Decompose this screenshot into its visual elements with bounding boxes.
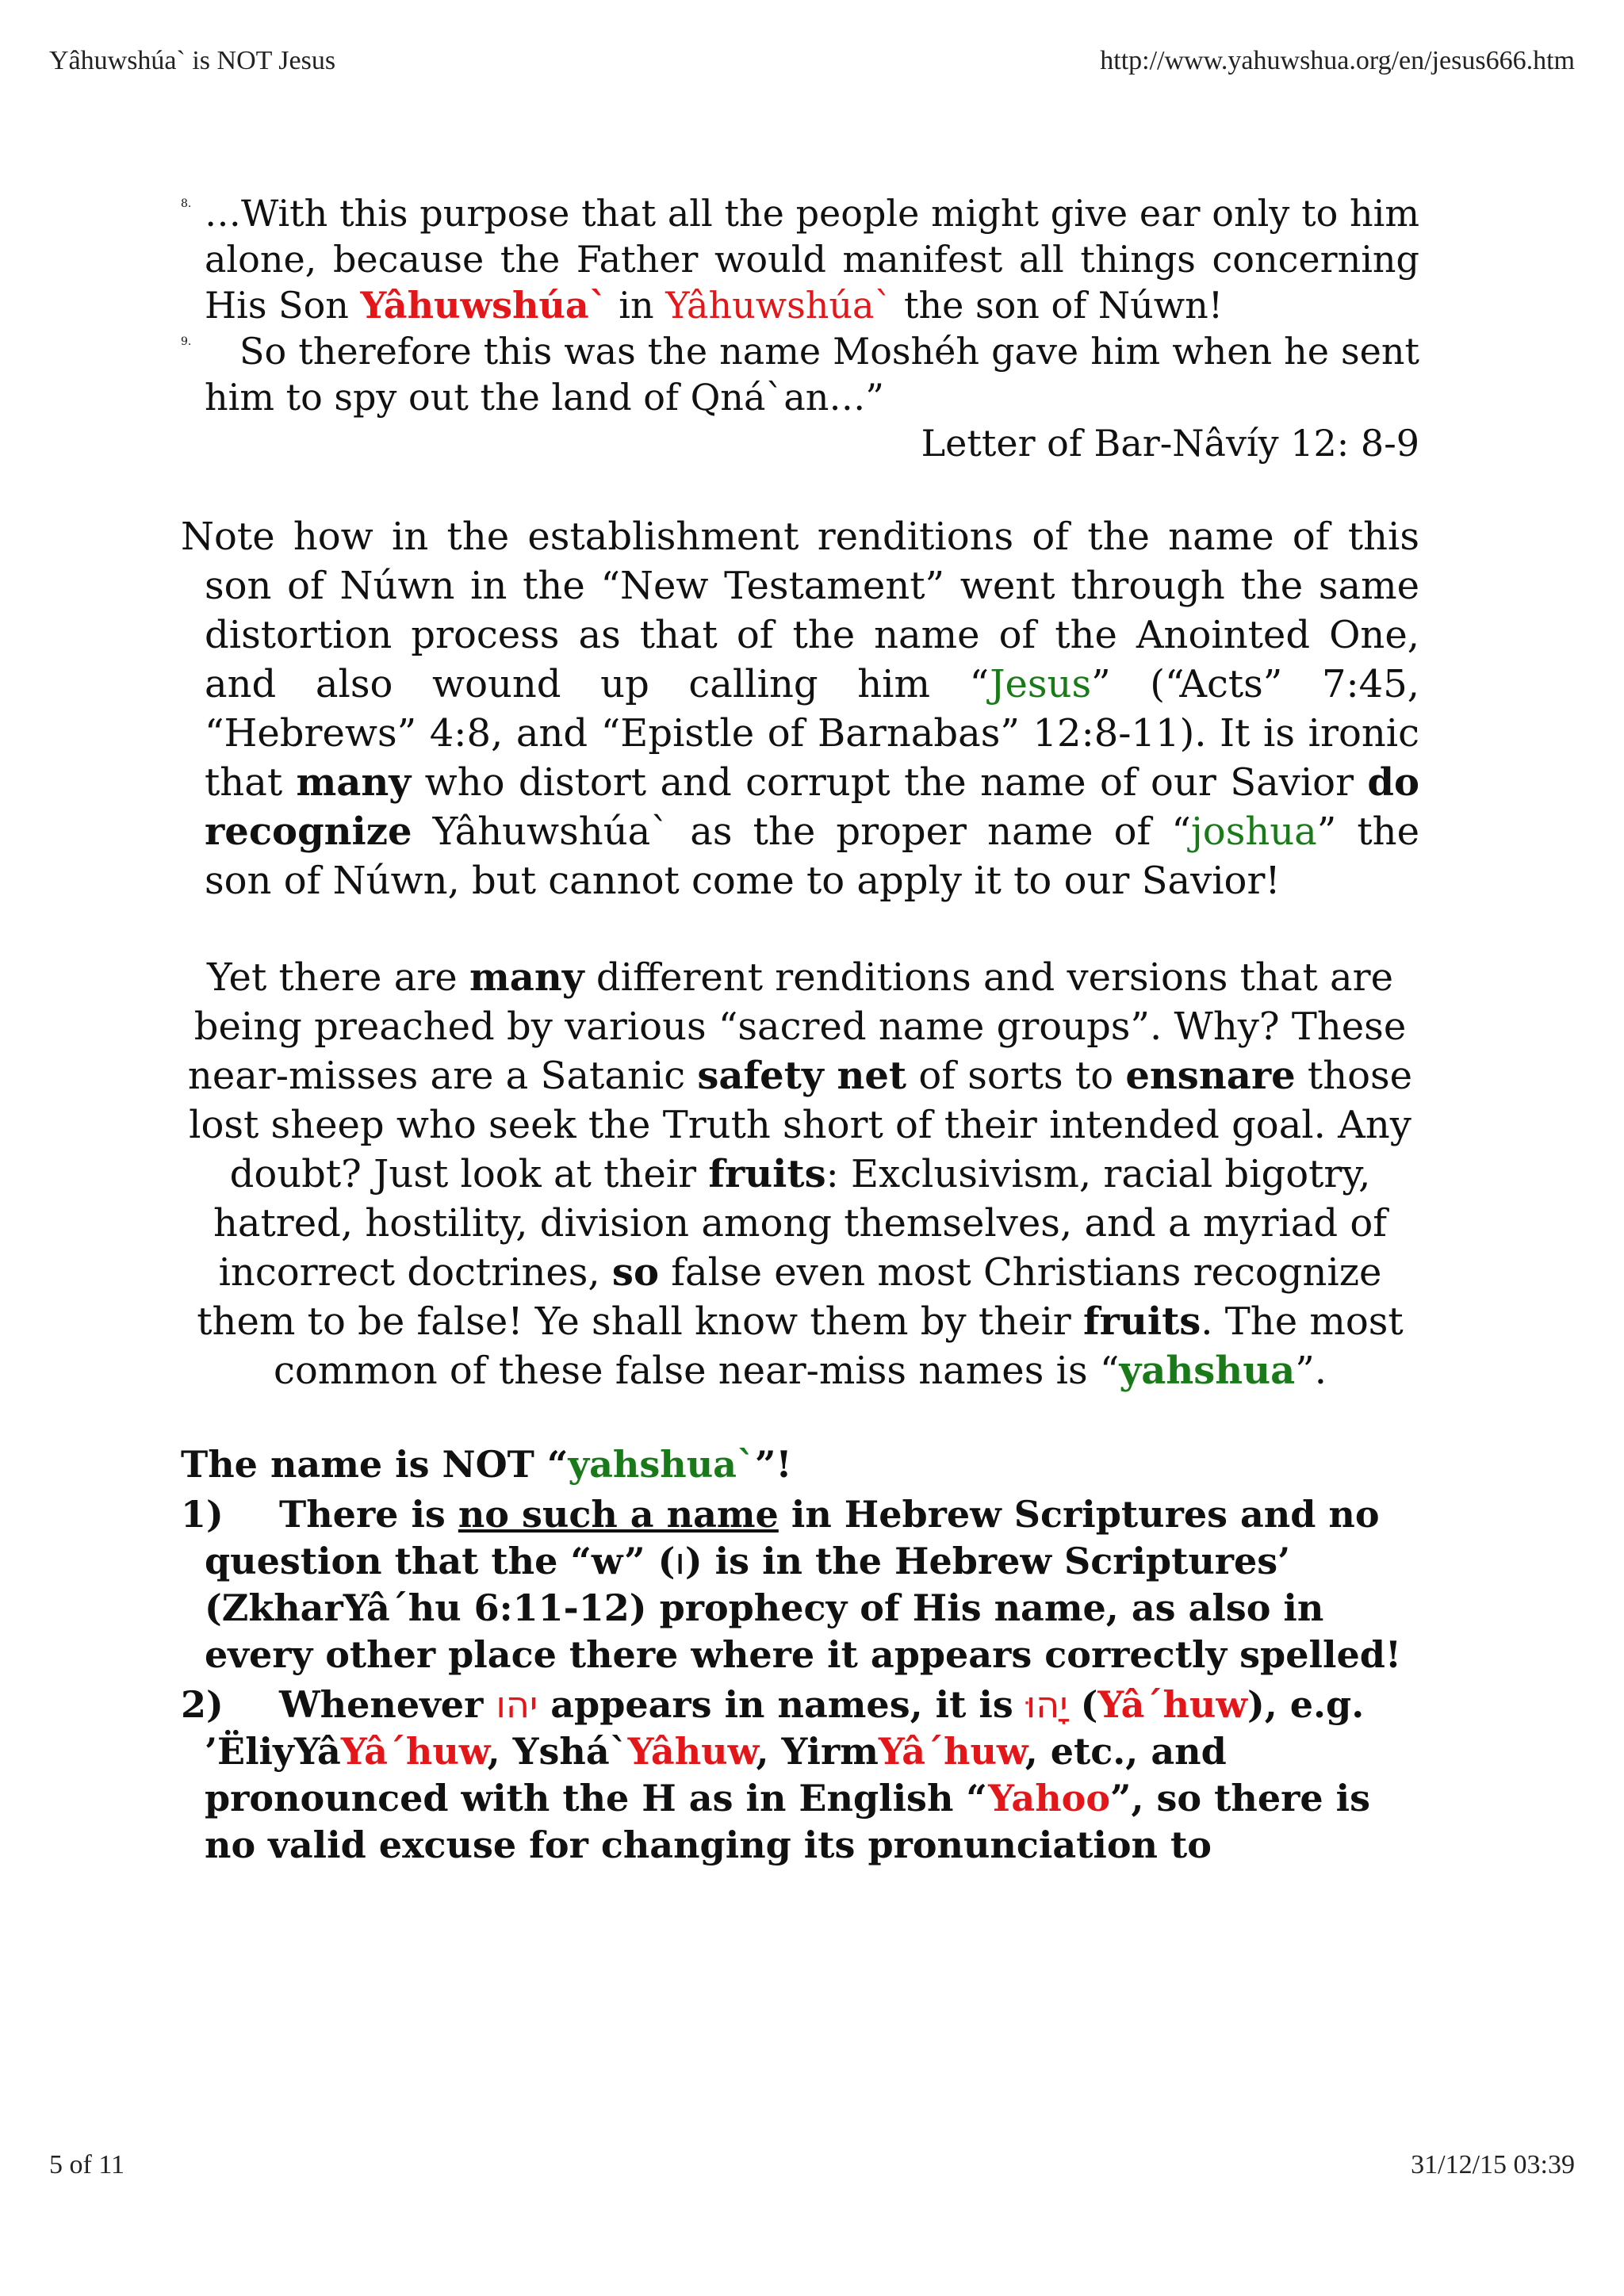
point-text: ) is in the Hebrew Scriptures’ (ZkharYâ´hu 6:11-12) prophecy of His name, as also in every other place there where it appears correctly spelled! <box>205 1540 1402 1676</box>
document-body <box>181 190 1419 1869</box>
verse-number: 8. <box>181 197 192 210</box>
paragraph-text: Yâhuwshúa` as the proper name of “ <box>412 809 1191 854</box>
paragraph-text: different renditions and versions that are being preached by various “sacred name groups”. Why? These near-misses are a Satanic <box>187 955 1407 1098</box>
verse-number: 9. <box>181 335 192 348</box>
quote-verse-8 <box>181 190 1419 328</box>
emphasis-do-recognize: do recognize <box>205 760 1419 854</box>
hebrew-waw: ו <box>675 1540 685 1582</box>
paragraph-text: ” the son of Núwn, but cannot come to apply it to our Savior! <box>205 809 1419 903</box>
emphasis-fruits: fruits <box>1083 1299 1201 1344</box>
paragraph-text: ” (“Acts” 7:45, “Hebrews” 4:8, and “Epistle of Barnabas” 12:8-11). It is ironic that <box>205 662 1419 805</box>
name-yahshua: yahshua <box>1119 1349 1296 1393</box>
paragraph-text: Note how in the establishment renditions of the name of this son of Núwn in the “New Testament” went through the same distortion process as that of the name of the Anointed One, and also wound up calling him “ <box>181 515 1419 706</box>
name-highlight: Yâhuw <box>627 1730 756 1773</box>
verse-text: the son of Núwn! <box>892 284 1224 327</box>
page-header-url: http://www.yahuwshua.org/en/jesus666.htm <box>1100 46 1575 75</box>
paragraph-text: ”. <box>1295 1349 1327 1393</box>
title-text: ”! <box>754 1443 792 1486</box>
quote-reference: Letter of Bar-Nâvíy 12: 8-9 <box>921 422 1419 465</box>
name-highlight: Yâ´huw <box>340 1730 488 1773</box>
name-joshua: joshua <box>1190 809 1317 854</box>
name-yahoo: Yahoo <box>988 1777 1111 1820</box>
paragraph-text: of sorts to <box>906 1054 1126 1098</box>
point-text: ”, so there is no valid excuse for changing its pronunciation to <box>205 1777 1370 1866</box>
paragraph-text: those lost sheep who seek the Truth short of their intended goal. Any doubt? Just look at their <box>189 1054 1413 1196</box>
point-number: 2) <box>181 1683 224 1726</box>
name-jesus: Jesus <box>990 662 1092 706</box>
paragraph-text: . The most common of these false near-miss names is “ <box>274 1299 1404 1393</box>
point-text: , etc., and pronounced with the H as in English “ <box>205 1730 1227 1820</box>
print-datetime: 31/12/15 03:39 <box>1411 2150 1575 2179</box>
name-highlight: Yâ´huw <box>1097 1683 1247 1726</box>
emphasis-fruits: fruits <box>708 1152 826 1196</box>
point-text: There is <box>279 1493 458 1536</box>
emphasis-many: many <box>469 955 584 1000</box>
name-yahshua: yahshua` <box>568 1443 755 1486</box>
emphasis-ensnare: ensnare <box>1125 1054 1296 1098</box>
title-text: The name is NOT “ <box>181 1443 569 1486</box>
underlined-phrase: no such a name <box>458 1493 779 1536</box>
hebrew-yhw: יהו <box>496 1683 538 1726</box>
point-text: , Yshá` <box>487 1730 628 1773</box>
name-highlight: Yâhuwshúa` <box>665 284 893 327</box>
page-header-title: Yâhuwshúa` is NOT Jesus <box>49 46 336 75</box>
section-title <box>181 1441 1419 1488</box>
point-text: ), e.g. ’ËliyYâ <box>205 1683 1365 1773</box>
emphasis-safety-net: safety net <box>697 1054 907 1098</box>
page-number: 5 of 11 <box>49 2150 125 2179</box>
name-section <box>181 1441 1419 1869</box>
paragraph-text: false even most Christians recognize them to be false! Ye shall know them by their <box>197 1250 1382 1344</box>
hebrew-yahuw: יָהוּ <box>1025 1683 1068 1726</box>
centered-paragraph <box>181 953 1419 1395</box>
verse-text: So therefore this was the name Moshéh gave him when he sent him to spy out the land of Qná`an…” <box>205 330 1419 419</box>
name-highlight: Yâ´huw <box>878 1730 1025 1773</box>
note-paragraph <box>181 512 1419 905</box>
point-text: in Hebrew Scriptures and no question that the “w” ( <box>205 1493 1380 1582</box>
emphasis-many: many <box>296 760 412 805</box>
paragraph-text: : Exclusivism, racial bigotry, hatred, hostility, division among themselves, and a myriad of incorrect doctrines, <box>213 1152 1388 1295</box>
point-text: , Yirm <box>756 1730 879 1773</box>
name-highlight-bold: Yâhuwshúa` <box>360 284 607 327</box>
verse-text: …With this purpose that all the people might give ear only to him alone, because the Father would manifest all things concerning His Son <box>205 192 1419 327</box>
quote-verse-9 <box>181 328 1419 420</box>
paragraph-text: who distort and corrupt the name of our Savior <box>411 760 1368 805</box>
point-text: ( <box>1067 1683 1098 1726</box>
point-text: appears in names, it is <box>538 1683 1026 1726</box>
scripture-quote <box>181 190 1419 466</box>
point-number: 1) <box>181 1493 224 1536</box>
numbered-point-2 <box>181 1682 1419 1869</box>
numbered-point-1 <box>181 1491 1419 1678</box>
verse-text: in <box>607 284 666 327</box>
point-text: Whenever <box>279 1683 496 1726</box>
emphasis-so: so <box>611 1250 659 1295</box>
paragraph-text: Yet there are <box>207 955 469 1000</box>
